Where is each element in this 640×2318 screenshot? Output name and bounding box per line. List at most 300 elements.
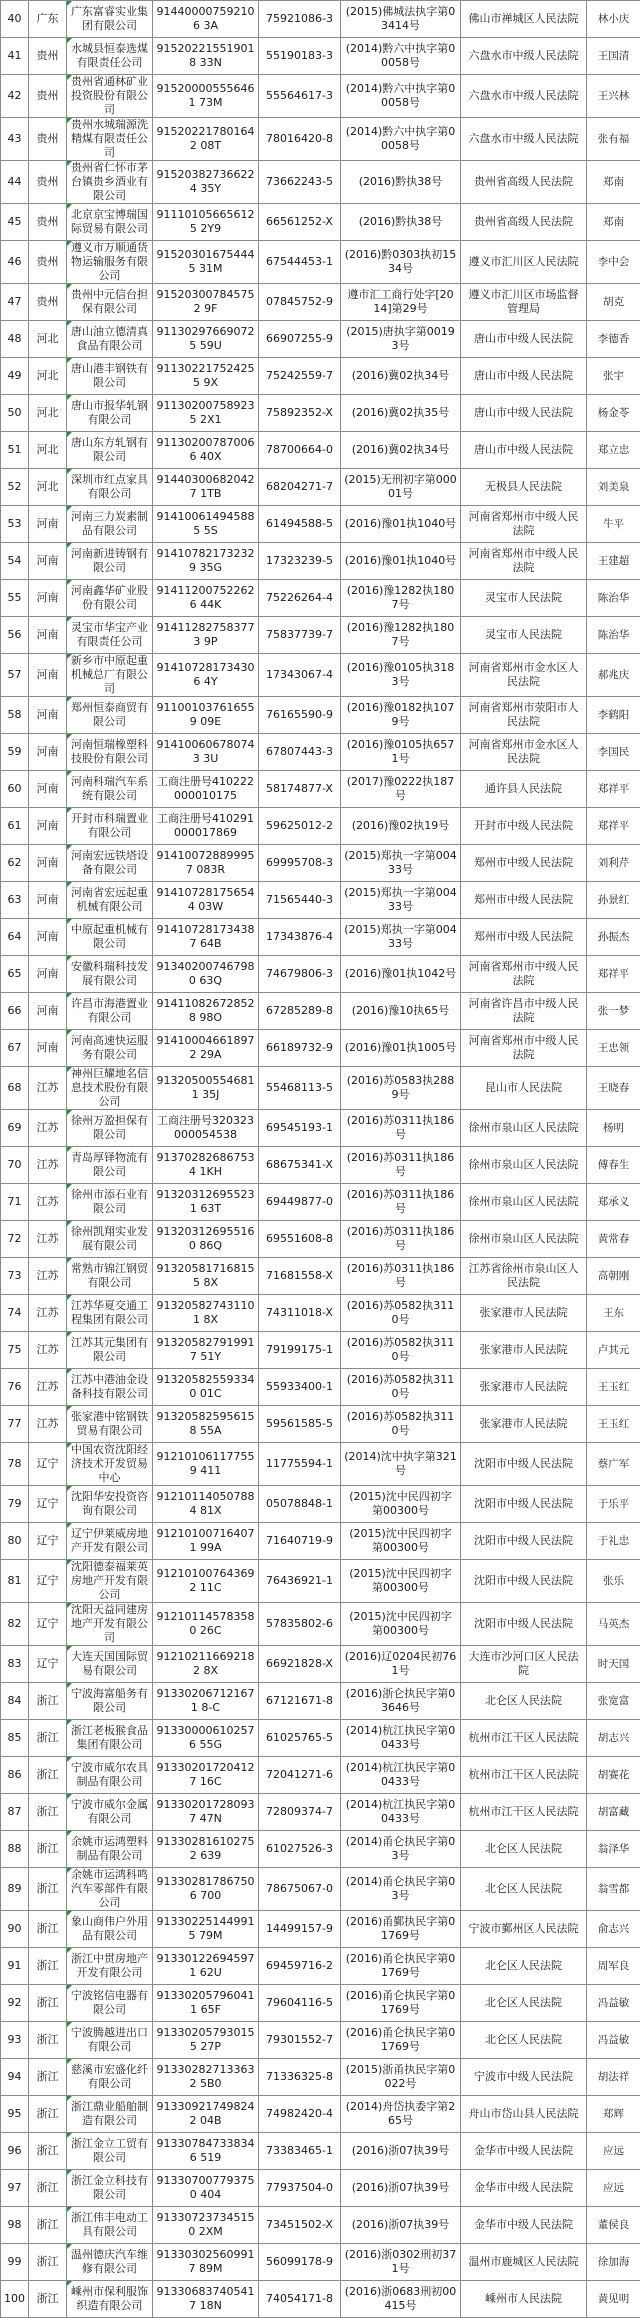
legal-person-cell: 王忠领: [587, 1030, 640, 1067]
legal-person-cell: 刘美泉: [587, 469, 640, 506]
row-number: 62: [1, 845, 29, 882]
row-number: 60: [1, 771, 29, 808]
court-cell: 徐州市泉山区人民法院: [461, 1147, 587, 1184]
org-code-cell: 68675341-X: [259, 1147, 341, 1184]
company-name-cell: 安徽科瑞科技发展有限公司: [67, 956, 153, 993]
table-row: [1, 1, 640, 38]
org-code-cell: 58174877-X: [259, 771, 341, 808]
province-cell: 河南: [29, 1030, 67, 1067]
table-row: [1, 2096, 640, 2133]
legal-person-cell: 孙景红: [587, 882, 640, 919]
court-cell: 沈阳市中级人民法院: [461, 1523, 587, 1560]
province-cell: 江苏: [29, 1406, 67, 1443]
court-cell: 杭州市江干区人民法院: [461, 1757, 587, 1794]
court-cell: 郑州市中级人民法院: [461, 882, 587, 919]
province-cell: 浙江: [29, 1948, 67, 1985]
row-number: 57: [1, 654, 29, 697]
org-code-cell: 71565440-3: [259, 882, 341, 919]
org-code-cell: 17323239-5: [259, 543, 341, 580]
court-cell: 金华市中级人民法院: [461, 2207, 587, 2244]
credit-code-cell: 913302017280937 47N: [153, 1794, 259, 1831]
legal-person-cell: 应远: [587, 2170, 640, 2207]
province-cell: 河南: [29, 808, 67, 845]
court-cell: 张家港市人民法院: [461, 1369, 587, 1406]
case-number-cell: (2016)冀02执35号: [341, 395, 461, 432]
org-code-cell: 69459716-2: [259, 1948, 341, 1985]
credit-code-cell: 913307007793750 404: [153, 2170, 259, 2207]
legal-person-cell: 卢其元: [587, 1332, 640, 1369]
row-number: 82: [1, 1603, 29, 1646]
company-name-cell: 江苏中港油金设备科技有限公司: [67, 1369, 153, 1406]
court-cell: 河南省许昌市中级人民法院: [461, 993, 587, 1030]
row-number: 77: [1, 1406, 29, 1443]
court-cell: 沈阳市中级人民法院: [461, 1560, 587, 1603]
table-row: [1, 882, 640, 919]
case-number-cell: (2016)豫0105执6571号: [341, 734, 461, 771]
legal-person-cell: 周军良: [587, 1948, 640, 1985]
table-row: [1, 75, 640, 118]
table-row: [1, 2207, 640, 2244]
table-row: [1, 2059, 640, 2096]
company-name-cell: 浙江鼎业船舶制造有限公司: [67, 2096, 153, 2133]
court-cell: 灵宝市人民法院: [461, 617, 587, 654]
org-code-cell: 71640719-9: [259, 1523, 341, 1560]
org-code-cell: 61025765-5: [259, 1720, 341, 1757]
row-number: 55: [1, 580, 29, 617]
table-row: [1, 1794, 640, 1831]
court-cell: 唐山市中级人民法院: [461, 321, 587, 358]
province-cell: 贵州: [29, 118, 67, 161]
court-cell: 河南省郑州市金水区人民法院: [461, 734, 587, 771]
legal-person-cell: 翁雪都: [587, 1868, 640, 1911]
credit-code-cell: 913306837405417 18N: [153, 2281, 259, 2318]
row-number: 74: [1, 1295, 29, 1332]
case-number-cell: (2016)冀02执34号: [341, 358, 461, 395]
org-code-cell: 57835802-6: [259, 1603, 341, 1646]
province-cell: 辽宁: [29, 1560, 67, 1603]
legal-person-cell: 杨明: [587, 1110, 640, 1147]
court-cell: 沈阳市中级人民法院: [461, 1603, 587, 1646]
legal-person-cell: 郑辉: [587, 2096, 640, 2133]
province-cell: 浙江: [29, 2207, 67, 2244]
table-row: [1, 284, 640, 321]
credit-code-cell: 915202215519018 33N: [153, 38, 259, 75]
legal-person-cell: 张乐: [587, 1560, 640, 1603]
province-cell: 辽宁: [29, 1443, 67, 1486]
table-row: [1, 2281, 640, 2318]
credit-code-cell: 912102116692182 8X: [153, 1646, 259, 1683]
table-row: [1, 395, 640, 432]
org-code-cell: 55564617-3: [259, 75, 341, 118]
province-cell: 浙江: [29, 1794, 67, 1831]
legal-person-cell: 黄常春: [587, 1221, 640, 1258]
table-row: [1, 808, 640, 845]
company-name-cell: 大连天国国际贸易有限公司: [67, 1646, 153, 1683]
row-number: 78: [1, 1443, 29, 1486]
province-cell: 浙江: [29, 2059, 67, 2096]
court-cell: 宁波市中级人民法院: [461, 2059, 587, 2096]
company-name-cell: 中国农资沈阳经济技术开发贸易中心: [67, 1443, 153, 1486]
court-cell: 无极县人民法院: [461, 469, 587, 506]
province-cell: 河南: [29, 845, 67, 882]
org-code-cell: 56099178-9: [259, 2244, 341, 2281]
legal-person-cell: 马英杰: [587, 1603, 640, 1646]
table-body: [1, 1, 640, 2318]
org-code-cell: 69995708-3: [259, 845, 341, 882]
org-code-cell: 71336325-8: [259, 2059, 341, 2096]
legal-person-cell: 郑祥平: [587, 808, 640, 845]
company-name-cell: 中原起重机械有限公司: [67, 919, 153, 956]
case-number-cell: (2014)甬仑执民字第03号: [341, 1831, 461, 1868]
court-cell: 遵义市汇川区市场监督管理局: [461, 284, 587, 321]
row-number: 84: [1, 1683, 29, 1720]
company-name-cell: 河南鑫华矿业股份有限公司: [67, 580, 153, 617]
case-number-cell: 遵市汇工商行处字[2014]第29号: [341, 284, 461, 321]
case-number-cell: (2015)浙甬执民字第0022号: [341, 2059, 461, 2096]
court-cell: 徐州市泉山区人民法院: [461, 1221, 587, 1258]
credit-code-cell: 913307237345150 2XM: [153, 2207, 259, 2244]
org-code-cell: 74054171-8: [259, 2281, 341, 2318]
company-name-cell: 唐山市报华轧钢有限公司: [67, 395, 153, 432]
company-name-cell: 沈阳天益同建房地产开发有限公司: [67, 1603, 153, 1646]
province-cell: 浙江: [29, 1985, 67, 2022]
province-cell: 河南: [29, 506, 67, 543]
table-row: [1, 1911, 640, 1948]
case-number-cell: (2015)郑执一字第00433号: [341, 882, 461, 919]
org-code-cell: 69551608-8: [259, 1221, 341, 1258]
legal-person-cell: 胡赛花: [587, 1757, 640, 1794]
row-number: 86: [1, 1757, 29, 1794]
credit-code-cell: 914403006820427 1TB: [153, 469, 259, 506]
credit-code-cell: 912101140507884 81X: [153, 1486, 259, 1523]
org-code-cell: 78700664-0: [259, 432, 341, 469]
table-row: [1, 2022, 640, 2059]
company-name-cell: 深圳市红点家具有限公司: [67, 469, 153, 506]
legal-person-cell: 李国民: [587, 734, 640, 771]
legal-person-cell: 陈治华: [587, 580, 640, 617]
company-name-cell: 贵州省仁怀市茅台镇贵乡酒业有限公司: [67, 161, 153, 204]
case-number-cell: (2016)苏0311执186号: [341, 1147, 461, 1184]
table-row: [1, 993, 640, 1030]
legal-person-cell: 王国清: [587, 38, 640, 75]
row-number: 64: [1, 919, 29, 956]
court-cell: 北仑区人民法院: [461, 2022, 587, 2059]
case-number-cell: (2016)苏0582执3110号: [341, 1295, 461, 1332]
credit-code-cell: 工商注册号410222000010175: [153, 771, 259, 808]
company-name-cell: 新乡市中原起重机械总厂有限公司: [67, 654, 153, 697]
org-code-cell: 14499157-9: [259, 1911, 341, 1948]
row-number: 56: [1, 617, 29, 654]
org-code-cell: 11775594-1: [259, 1443, 341, 1486]
case-number-cell: (2016)黔执38号: [341, 204, 461, 241]
org-code-cell: 71681558-X: [259, 1258, 341, 1295]
court-cell: 河南省郑州市中级人民法院: [461, 543, 587, 580]
company-name-cell: 徐州市添石业有限公司: [67, 1184, 153, 1221]
credit-code-cell: 913302057960411 65F: [153, 1985, 259, 2022]
company-name-cell: 浙江老板猴食品集团有限公司: [67, 1720, 153, 1757]
row-number: 99: [1, 2244, 29, 2281]
province-cell: 浙江: [29, 2022, 67, 2059]
table-row: [1, 1757, 640, 1794]
company-name-cell: 宁波市威尔农具制品有限公司: [67, 1757, 153, 1794]
case-number-cell: (2017)豫0222执187号: [341, 771, 461, 808]
org-code-cell: 67544453-1: [259, 241, 341, 284]
table-row: [1, 38, 640, 75]
table-row: [1, 697, 640, 734]
company-name-cell: 沈阳华安投资咨询有限公司: [67, 1486, 153, 1523]
province-cell: 河南: [29, 654, 67, 697]
province-cell: 辽宁: [29, 1646, 67, 1683]
table-row: [1, 469, 640, 506]
company-name-cell: 水城县恒泰选煤有限责任公司: [67, 38, 153, 75]
table-row: [1, 2170, 640, 2207]
credit-code-cell: 913205825593340 01C: [153, 1369, 259, 1406]
court-cell: 遵义市汇川区人民法院: [461, 241, 587, 284]
company-name-cell: 宁波市威尔金属有限公司: [67, 1794, 153, 1831]
legal-person-cell: 傅春生: [587, 1147, 640, 1184]
row-number: 54: [1, 543, 29, 580]
court-cell: 通许县人民法院: [461, 771, 587, 808]
table-row: [1, 1295, 640, 1332]
org-code-cell: 76165590-9: [259, 697, 341, 734]
table-row: [1, 432, 640, 469]
table-row: [1, 506, 640, 543]
row-number: 89: [1, 1868, 29, 1911]
credit-code-cell: 913205825956158 55A: [153, 1406, 259, 1443]
table-row: [1, 617, 640, 654]
company-name-cell: 温州德庆汽车维修有限公司: [67, 2244, 153, 2281]
case-number-cell: (2016)浙0683刑初00415号: [341, 2281, 461, 2318]
court-cell: 杭州市江干区人民法院: [461, 1720, 587, 1757]
province-cell: 河南: [29, 882, 67, 919]
province-cell: 浙江: [29, 1720, 67, 1757]
case-number-cell: (2015)沈中民四初字第00300号: [341, 1560, 461, 1603]
court-cell: 郑州市中级人民法院: [461, 845, 587, 882]
credit-code-cell: 913203126955231 63T: [153, 1184, 259, 1221]
credit-code-cell: 915203016754445 31M: [153, 241, 259, 284]
table-row: [1, 1603, 640, 1646]
legal-person-cell: 王东: [587, 1295, 640, 1332]
credit-code-cell: 913302251449915 79M: [153, 1911, 259, 1948]
row-number: 51: [1, 432, 29, 469]
legal-person-cell: 时天国: [587, 1646, 640, 1683]
legal-person-cell: 陈治华: [587, 617, 640, 654]
company-name-cell: 余姚市运鸿塑料制品有限公司: [67, 1831, 153, 1868]
legal-person-cell: 冯益敏: [587, 2022, 640, 2059]
case-number-cell: (2016)豫1282执1807号: [341, 580, 461, 617]
row-number: 53: [1, 506, 29, 543]
table-row: [1, 580, 640, 617]
credit-code-cell: 911302217524255 9X: [153, 358, 259, 395]
credit-code-cell: 915203827366224 35Y: [153, 161, 259, 204]
legal-person-cell: 蔡广军: [587, 1443, 640, 1486]
credit-code-cell: 912101007164071 99A: [153, 1523, 259, 1560]
credit-code-cell: 913302067121671 8-C: [153, 1683, 259, 1720]
table-row: [1, 1406, 640, 1443]
province-cell: 贵州: [29, 204, 67, 241]
table-row: [1, 1523, 640, 1560]
case-number-cell: (2016)甬仑执民字第01769号: [341, 1985, 461, 2022]
org-code-cell: 66907255-9: [259, 321, 341, 358]
province-cell: 河北: [29, 432, 67, 469]
company-name-cell: 张家港中铭钢铁贸易有限公司: [67, 1406, 153, 1443]
table-row: [1, 1560, 640, 1603]
org-code-cell: 67807443-3: [259, 734, 341, 771]
credit-code-cell: 913205005546811 35J: [153, 1067, 259, 1110]
credit-code-cell: 914100728899957 083R: [153, 845, 259, 882]
province-cell: 贵州: [29, 284, 67, 321]
row-number: 46: [1, 241, 29, 284]
court-cell: 徐州市泉山区人民法院: [461, 1110, 587, 1147]
row-number: 87: [1, 1794, 29, 1831]
case-number-cell: (2016)辽0204民初761号: [341, 1646, 461, 1683]
legal-person-cell: 冯益敏: [587, 1985, 640, 2022]
table-row: [1, 118, 640, 161]
case-number-cell: (2016)浙0302刑初371号: [341, 2244, 461, 2281]
row-number: 44: [1, 161, 29, 204]
legal-person-cell: 于乐平: [587, 1486, 640, 1523]
province-cell: 浙江: [29, 2170, 67, 2207]
org-code-cell: 78016420-8: [259, 118, 341, 161]
legal-person-cell: 郑祥平: [587, 956, 640, 993]
credit-code-cell: 915200005556461 73M: [153, 75, 259, 118]
province-cell: 辽宁: [29, 1603, 67, 1646]
legal-person-cell: 张宇: [587, 358, 640, 395]
court-cell: 金华市中级人民法院: [461, 2133, 587, 2170]
province-cell: 河北: [29, 395, 67, 432]
row-number: 92: [1, 1985, 29, 2022]
court-cell: 北仑区人民法院: [461, 1948, 587, 1985]
case-number-cell: (2016)浙07执39号: [341, 2133, 461, 2170]
org-code-cell: 75921086-3: [259, 1, 341, 38]
province-cell: 河南: [29, 919, 67, 956]
legal-person-cell: 王晓春: [587, 1067, 640, 1110]
case-number-cell: (2016)苏0582执3110号: [341, 1369, 461, 1406]
case-number-cell: (2016)豫01执1005号: [341, 1030, 461, 1067]
case-number-cell: (2014)杭江执民字第00433号: [341, 1757, 461, 1794]
company-name-cell: 江苏华夏交通工程集团有限公司: [67, 1295, 153, 1332]
row-number: 88: [1, 1831, 29, 1868]
province-cell: 浙江: [29, 1757, 67, 1794]
case-number-cell: (2014)黔六中执字第00058号: [341, 38, 461, 75]
legal-person-cell: 张一梦: [587, 993, 640, 1030]
credit-code-cell: 912101061177559 411: [153, 1443, 259, 1486]
court-cell: 唐山市中级人民法院: [461, 358, 587, 395]
court-cell: 张家港市人民法院: [461, 1295, 587, 1332]
table-row: [1, 771, 640, 808]
table-row: [1, 1646, 640, 1683]
province-cell: 河南: [29, 617, 67, 654]
legal-person-cell: 王玉红: [587, 1406, 640, 1443]
province-cell: 浙江: [29, 2096, 67, 2133]
row-number: 47: [1, 284, 29, 321]
row-number: 95: [1, 2096, 29, 2133]
case-number-cell: (2016)苏0311执186号: [341, 1184, 461, 1221]
legal-person-cell: 张宽富: [587, 1683, 640, 1720]
legal-person-cell: 刘利芹: [587, 845, 640, 882]
credit-code-cell: 913307847338346 519: [153, 2133, 259, 2170]
company-name-cell: 江苏其元集团有限公司: [67, 1332, 153, 1369]
court-cell: 张家港市人民法院: [461, 1332, 587, 1369]
case-number-cell: (2016)黔执38号: [341, 161, 461, 204]
legal-person-cell: 王玉红: [587, 1369, 640, 1406]
company-name-cell: 唐山东方轧钢有限公司: [67, 432, 153, 469]
row-number: 73: [1, 1258, 29, 1295]
case-number-cell: (2016)豫0182执1079号: [341, 697, 461, 734]
company-name-cell: 贵州省通林矿业投资股份有限公司: [67, 75, 153, 118]
legal-person-cell: 林小庆: [587, 1, 640, 38]
table-row: [1, 1110, 640, 1147]
province-cell: 浙江: [29, 1831, 67, 1868]
company-name-cell: 象山商伟户外用品有限公司: [67, 1911, 153, 1948]
company-name-cell: 灵宝市华宝产业有限责任公司: [67, 617, 153, 654]
company-name-cell: 河南宏远铁塔设备有限公司: [67, 845, 153, 882]
legal-person-cell: 牛平: [587, 506, 640, 543]
credit-code-cell: 913205827431101 8X: [153, 1295, 259, 1332]
province-cell: 辽宁: [29, 1523, 67, 1560]
table-row: [1, 654, 640, 697]
company-name-cell: 遵义市万顺通货物运输服务有限公司: [67, 241, 153, 284]
row-number: 81: [1, 1560, 29, 1603]
legal-person-cell: 郑祥平: [587, 771, 640, 808]
table-row: [1, 161, 640, 204]
org-code-cell: 17343067-4: [259, 654, 341, 697]
court-cell: 贵州省高级人民法院: [461, 204, 587, 241]
province-cell: 浙江: [29, 1683, 67, 1720]
court-cell: 北仑区人民法院: [461, 1868, 587, 1911]
court-cell: 杭州市江干区人民法院: [461, 1794, 587, 1831]
court-cell: 金华市中级人民法院: [461, 2170, 587, 2207]
company-name-cell: 河南恒瑞橡塑科技股份有限公司: [67, 734, 153, 771]
row-number: 70: [1, 1147, 29, 1184]
legal-person-cell: 杨金苓: [587, 395, 640, 432]
credit-code-cell: 912101007643692 11C: [153, 1560, 259, 1603]
org-code-cell: 75226264-4: [259, 580, 341, 617]
case-number-cell: (2014)舟岱执委字第265号: [341, 2096, 461, 2133]
case-number-cell: (2016)苏0311执186号: [341, 1110, 461, 1147]
province-cell: 浙江: [29, 2244, 67, 2281]
case-number-cell: (2016)苏0583执2889号: [341, 1067, 461, 1110]
org-code-cell: 69449877-0: [259, 1184, 341, 1221]
court-cell: 张家港市人民法院: [461, 1406, 587, 1443]
org-code-cell: 66561252-X: [259, 204, 341, 241]
case-number-cell: (2016)黔0303执初1534号: [341, 241, 461, 284]
row-number: 75: [1, 1332, 29, 1369]
row-number: 61: [1, 808, 29, 845]
province-cell: 河南: [29, 993, 67, 1030]
legal-person-cell: 郝兆庆: [587, 654, 640, 697]
case-number-cell: (2016)豫1282执1807号: [341, 617, 461, 654]
row-number: 65: [1, 956, 29, 993]
row-number: 94: [1, 2059, 29, 2096]
row-number: 41: [1, 38, 29, 75]
case-number-cell: (2016)甬仑执民字第01769号: [341, 1948, 461, 1985]
court-cell: 河南省郑州市中级人民法院: [461, 1030, 587, 1067]
table-row: [1, 2133, 640, 2170]
credit-code-cell: 914107281734306 4Y: [153, 654, 259, 697]
row-number: 58: [1, 697, 29, 734]
province-cell: 江苏: [29, 1332, 67, 1369]
province-cell: 河南: [29, 734, 67, 771]
table-row: [1, 845, 640, 882]
credit-code-cell: 913302816102752 639: [153, 1831, 259, 1868]
row-number: 66: [1, 993, 29, 1030]
case-number-cell: (2016)浙07执39号: [341, 2207, 461, 2244]
company-name-cell: 唐山油立德清真食品有限公司: [67, 321, 153, 358]
table-row: [1, 1948, 640, 1985]
org-code-cell: 05078848-1: [259, 1486, 341, 1523]
company-name-cell: 宁波腾越进出口有限公司: [67, 2022, 153, 2059]
